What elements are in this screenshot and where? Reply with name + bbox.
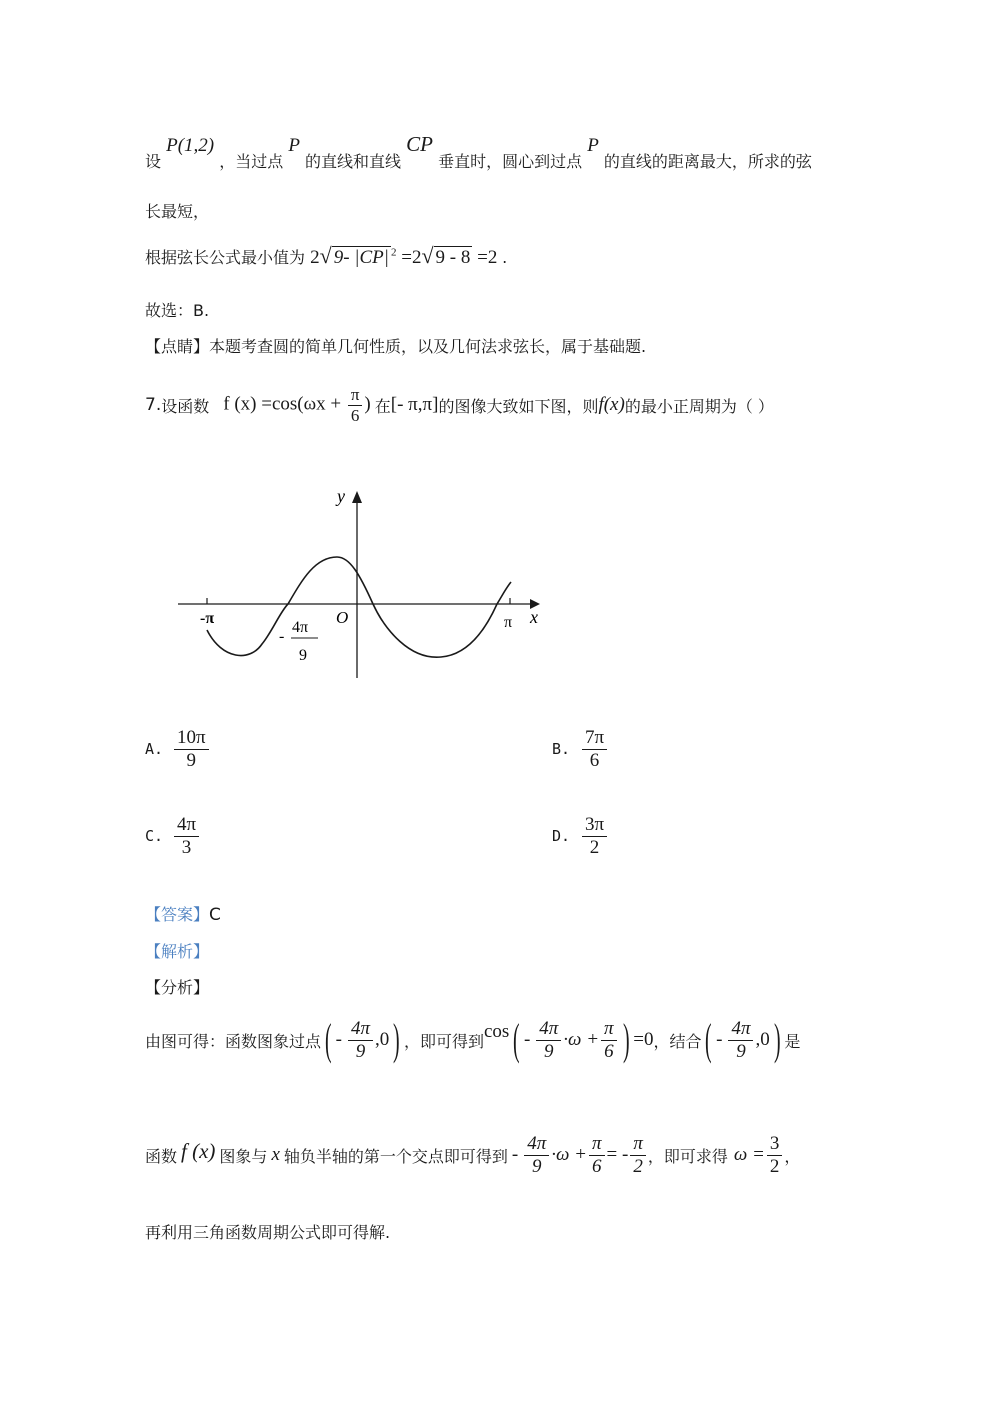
var-p: P [288, 135, 300, 156]
answer-tag: 【答案】 [145, 905, 210, 924]
formula: 2√ 9- |CP| $^2$ =2√ 9 - 8 =2 [310, 243, 498, 268]
var-p: P [587, 135, 599, 156]
text: 根据弦长公式最小值为 [145, 248, 306, 267]
y-axis-arrow [352, 491, 362, 503]
x-label: x [530, 607, 538, 627]
text: 设函数 [161, 396, 210, 416]
cos-equation: cos ( - $\frac{4\pi}{9}$ ·ω + $\frac{\pi}{6}$ ) =0 [483, 1015, 654, 1064]
answer-line [145, 902, 221, 925]
text: 垂直时，圆心到过点 [438, 152, 583, 171]
option-d[interactable] [552, 815, 609, 858]
fx: f(x) [598, 394, 625, 415]
analysis-line-1 [145, 1010, 800, 1070]
text: ，即可求得 [647, 1146, 728, 1166]
option-value: $\frac{3\pi}{2}$ [582, 815, 607, 858]
interval: [- π,π] [390, 394, 439, 415]
prev-line-3 [145, 243, 507, 269]
text: 函数 [145, 1146, 178, 1166]
text: 在 [374, 396, 391, 416]
text: 是 [784, 1031, 801, 1051]
option-value: $\frac{7\pi}{6}$ [582, 728, 607, 771]
text: ， [784, 1146, 801, 1166]
option-value: $\frac{10\pi}{9}$ [174, 728, 209, 771]
function-def: f (x) =cos(ωx + $\frac{\pi}{6}$ ) [223, 384, 371, 425]
text: 的图像大致如下图，则 [438, 396, 599, 416]
fenxi-tag: 【分析】 [145, 978, 210, 997]
origin-label: O [336, 608, 349, 627]
omega-equation: - $\frac{4\pi}{9}$ ·ω + $\frac{\pi}{6}$ = - $\frac{\pi}{2}$ [512, 1134, 648, 1177]
answer-value: C [209, 905, 221, 925]
cosine-curve [207, 557, 511, 657]
text: ，结合 [653, 1031, 702, 1051]
period: . [502, 248, 508, 267]
omega-result: ω = $\frac{3}{2}$ [734, 1134, 785, 1177]
option-c[interactable] [145, 815, 201, 858]
pi-label: π [504, 614, 513, 631]
text: 设 [145, 152, 162, 171]
zero-sign: - [279, 628, 285, 645]
jiexi-tag[interactable]: 【解析】 [145, 942, 210, 961]
option-b[interactable] [552, 728, 609, 771]
question-7 [145, 380, 774, 430]
neg-pi-label: -π [200, 610, 215, 627]
option-label: D. [552, 827, 571, 846]
text: 图象与 [219, 1146, 268, 1166]
text: 轴负半轴的第一个交点即可得到 [283, 1146, 508, 1166]
question-number: 7. [145, 395, 162, 415]
function-graph [170, 478, 560, 678]
text: ，当过点 [219, 152, 284, 171]
point-1: ( - $\frac{4\pi}{9}$ ,0 ) [325, 1015, 400, 1064]
option-label: B. [552, 740, 571, 759]
comment-line: 【点睛】本题考查圆的简单几何性质，以及几何法求弦长，属于基础题. [145, 337, 647, 356]
option-label: C. [145, 827, 164, 846]
point-p: P(1,2) [166, 135, 215, 156]
analysis-line-2 [145, 1125, 800, 1185]
text: 由图可得：函数图象过点 [145, 1031, 322, 1051]
prev-line-2: 长最短， [145, 202, 210, 221]
option-value: $\frac{4\pi}{3}$ [174, 815, 199, 858]
text: 的直线的距离最大，所求的弦 [603, 152, 812, 171]
y-label: y [337, 486, 345, 506]
option-a[interactable] [145, 728, 211, 771]
choose-line: 故选：B. [145, 301, 210, 320]
prev-line-1 [145, 134, 812, 174]
text: 的直线和直线 [305, 152, 402, 171]
zero-den: 9 [299, 647, 307, 664]
zero-num: 4π [292, 619, 309, 636]
text: ，即可得到 [403, 1031, 484, 1051]
option-label: A. [145, 740, 164, 759]
analysis-line-3: 再利用三角函数周期公式即可得解. [145, 1223, 391, 1242]
fx: f (x) [181, 1138, 216, 1163]
x-var: x [271, 1144, 280, 1165]
text: 的最小正周期为（ ） [624, 396, 774, 416]
var-cp: CP [406, 132, 433, 156]
point-2: ( - $\frac{4\pi}{9}$ ,0 ) [705, 1015, 781, 1064]
